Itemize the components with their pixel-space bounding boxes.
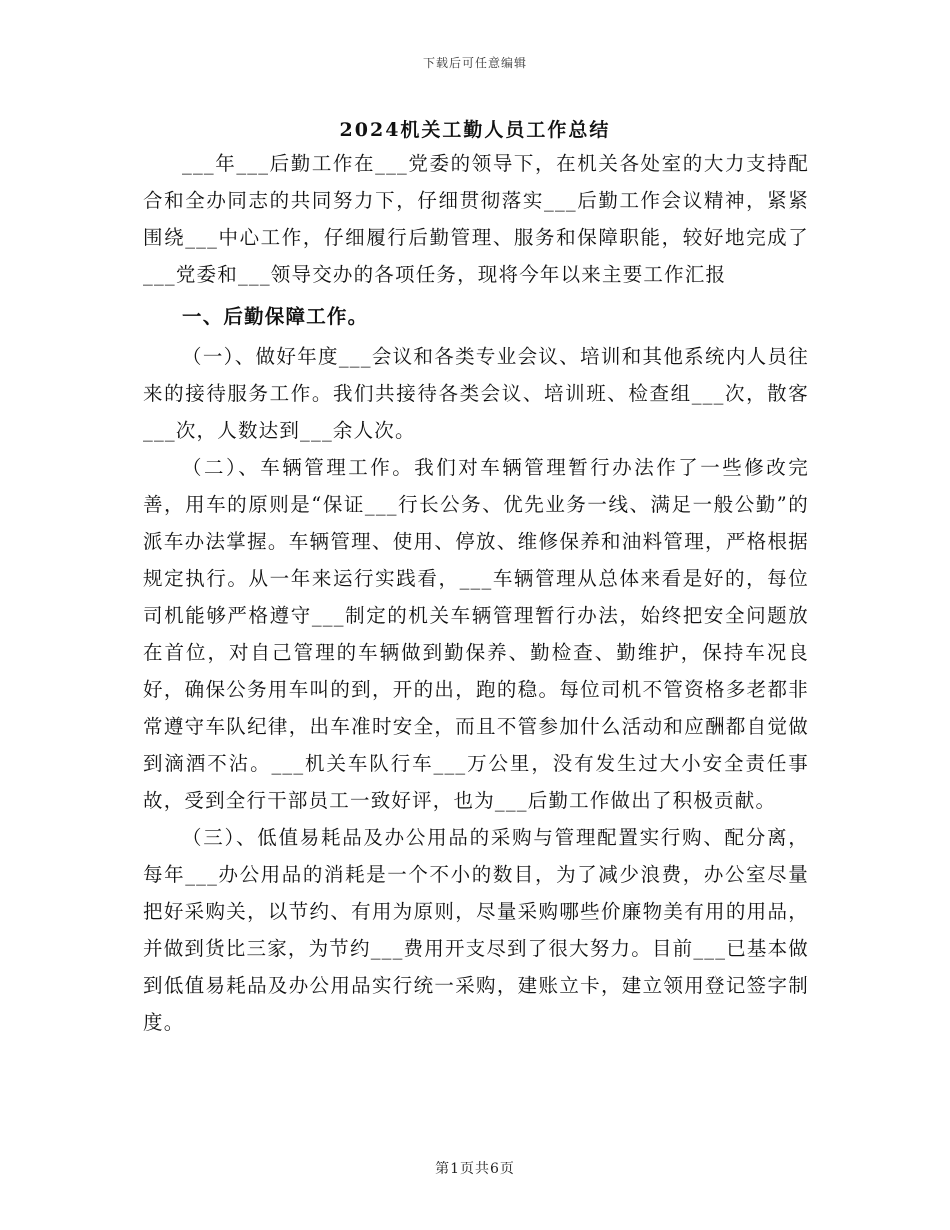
paragraph-reception: （一）、做好年度___会议和各类专业会议、培训和其他系统内人员往来的接待服务工作。我们共接待各类会议、培训班、检查组___次，散客___次，人数达到___余人次。 — [143, 345, 809, 442]
paragraph-vehicles: （二）、车辆管理工作。我们对车辆管理暂行办法作了一些修改完善，用车的原则是“保证___行长公务、优先业务一线、满足一般公勤”的派车办法掌握。车辆管理、使用、停放、维修保养和油料管理，严格根据规定执行。从一年来运行实践看，___车辆管理从总体来看是好的，每位司机能够严格遵守___制定的机关车辆管理暂行办法，始终把安全问题放在首位，对自己管理的车辆做到勤保养、勤检查、勤维护，保持车况良好，确保公务用车叫的到，开的出，跑的稳。每位司机不管资格多老都非常遵守车队纪律，出车准时安全，而且不管参加什么活动和应酬都自觉做到滴酒不沾。___机关车队行车___万公里，没有发生过大小安全责任事故，受到全行干部员工一致好评，也为___后勤工作做出了积极贡献。 — [143, 456, 809, 812]
paragraph-supplies: （三）、低值易耗品及办公用品的采购与管理配置实行购、配分离，每年___办公用品的消耗是一个不小的数目，为了减少浪费，办公室尽量把好采购关，以节约、有用为原则，尽量采购哪些价廉物美有用的用品，并做到货比三家，为节约___费用开支尽到了很大努力。目前___已基本做到低值易耗品及办公用品实行统一采购，建账立卡，建立领用登记签字制度。 — [143, 826, 810, 1034]
intro-paragraph: ___年___后勤工作在___党委的领导下，在机关各处室的大力支持配合和全办同志的共同努力下，仔细贯彻落实___后勤工作会议精神，紧紧围绕___中心工作，仔细履行后勤管理、服务和保障职能，较好地完成了___党委和___领导交办的各项任务，现将今年以来主要工作汇报 — [143, 152, 809, 286]
header-note: 下载后可任意编辑 — [422, 56, 527, 70]
page-footer: 第1页共6页 — [435, 1161, 515, 1177]
section-heading: 一、后勤保障工作。 — [182, 305, 369, 328]
document-title: 2024机关工勤人员工作总结 — [339, 119, 611, 141]
document-body — [143, 145, 809, 1041]
